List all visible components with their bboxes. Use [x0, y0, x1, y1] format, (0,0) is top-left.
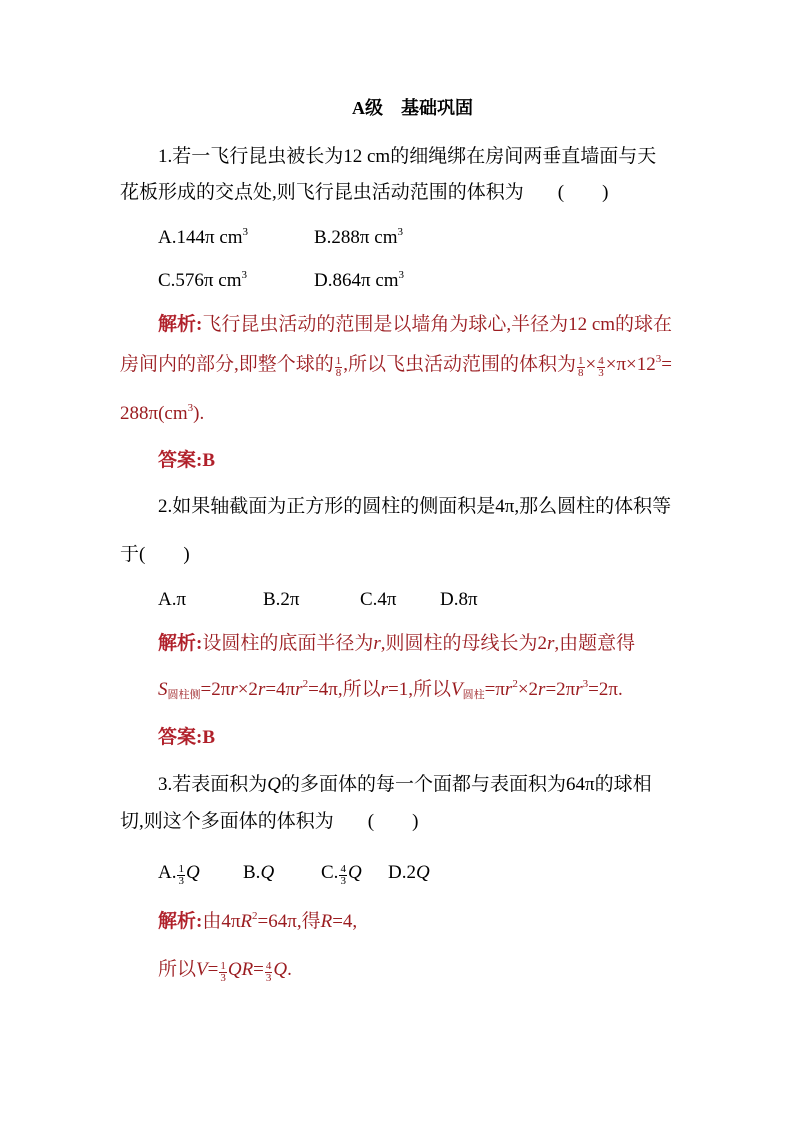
text-run: 切,则这个多面体的体积为	[120, 811, 334, 832]
text-run: =4π	[265, 679, 296, 700]
question-1-option-b	[314, 226, 403, 250]
text-run: 花板形成的交点处,则飞行昆虫活动范围的体积为	[120, 182, 524, 203]
text-run: 1.若一飞行昆虫被长为12 cm的细绳绑在房间两垂直墙面与天	[158, 146, 657, 167]
question-1-analysis-line-3	[120, 402, 204, 426]
text-run: =4,	[332, 911, 358, 932]
question-1-stem-line-1	[158, 145, 656, 169]
text-run: ,由题意得	[554, 633, 636, 654]
analysis-label: 解析:	[158, 633, 203, 654]
answer-bracket: ( )	[367, 811, 419, 832]
fraction-denominator: 3	[598, 367, 604, 379]
text-run: D.8π	[440, 589, 478, 610]
math-variable: r	[230, 679, 238, 700]
text-run: B.288π cm	[314, 227, 398, 248]
text-run: =	[661, 354, 672, 375]
superscript: 3	[398, 269, 405, 281]
fraction	[177, 864, 185, 887]
text-run: C.4π	[360, 589, 397, 610]
text-run: 的多面体的每一个面都与表面积为64π的球相	[281, 774, 652, 795]
math-variable: Q	[185, 862, 200, 883]
question-3-analysis-line-1	[158, 910, 357, 934]
question-3-analysis-line-2	[158, 958, 292, 982]
fraction-numerator: 4	[265, 960, 272, 972]
text-run: B.2π	[263, 589, 300, 610]
question-1-option-a	[158, 226, 248, 250]
math-variable: r	[504, 679, 513, 700]
math-variable: r	[380, 679, 389, 700]
math-variable: Q	[267, 774, 281, 795]
text-run: C.	[321, 862, 339, 883]
superscript: 3	[187, 402, 194, 414]
text-run: =2π.	[588, 679, 623, 700]
fraction-denominator: 3	[340, 875, 346, 887]
text-run: A.π	[158, 589, 187, 610]
text-run: A.144π cm	[158, 227, 243, 248]
text-run: =π	[484, 679, 505, 700]
text-run: ).	[193, 403, 205, 424]
fraction-denominator: 3	[178, 875, 184, 887]
question-1-analysis-line-1	[158, 313, 672, 337]
text-run: =	[253, 959, 264, 980]
fraction	[265, 961, 273, 984]
question-2-option-c	[360, 588, 397, 612]
text-run: 所以	[158, 959, 197, 980]
text-run: 房间内的部分,即整个球的	[120, 354, 334, 375]
analysis-label: 解析:	[158, 314, 203, 335]
fraction-numerator: 4	[340, 863, 346, 875]
superscript: 2	[302, 678, 309, 690]
text-run: =2π	[545, 679, 576, 700]
math-variable: R	[320, 911, 333, 932]
fraction	[597, 356, 605, 379]
question-3-option-d	[388, 861, 430, 885]
math-variable: Q	[415, 862, 430, 883]
fraction-numerator: 4	[598, 355, 604, 367]
math-variable: QR	[227, 959, 254, 980]
math-variable: r	[295, 679, 303, 700]
question-2-analysis-line-2	[158, 678, 623, 702]
text-run: 由4π	[202, 911, 241, 932]
superscript: 3	[582, 678, 589, 690]
superscript: 3	[241, 269, 247, 281]
text-run: ,则圆柱的母线长为2	[380, 633, 548, 654]
question-3-option-a	[158, 861, 200, 885]
fraction-numerator: 1	[178, 863, 184, 875]
text-run: 288π(cm	[120, 403, 188, 424]
text-run: D.2	[388, 862, 416, 883]
text-run: 飞行昆虫活动的范围是以墙角为球心,半径为12 cm的球在	[202, 314, 673, 335]
answer-bracket: ( )	[557, 182, 609, 203]
analysis-label: 解析:	[158, 911, 203, 932]
question-1-stem-line-2	[120, 181, 608, 205]
subscript: 圆柱侧	[167, 689, 201, 701]
math-variable: V	[451, 679, 463, 700]
question-3-stem-line-1	[158, 773, 652, 797]
question-1-option-d	[314, 269, 404, 293]
math-variable: R	[240, 911, 253, 932]
question-2-option-a	[158, 588, 186, 612]
question-2-option-b	[263, 588, 300, 612]
superscript: 3	[397, 226, 403, 238]
text-run: =	[207, 959, 219, 980]
text-run: =2π	[200, 679, 231, 700]
text-run: ,所以飞虫活动范围的体积为	[343, 354, 577, 375]
fraction	[339, 864, 347, 887]
fraction-denominator: 8	[335, 367, 342, 379]
math-variable: Q	[347, 862, 362, 883]
text-run: ×2	[237, 679, 258, 700]
question-2-answer: 答案:B	[158, 727, 216, 748]
question-2-stem-line-1	[158, 495, 671, 519]
text-run: =4π,所以	[308, 679, 381, 700]
question-1-answer: 答案:B	[158, 450, 216, 471]
math-variable: Q	[273, 959, 288, 980]
math-variable: r	[575, 679, 583, 700]
question-3-stem-line-2	[120, 810, 418, 834]
question-3-option-b	[243, 861, 274, 885]
fraction	[577, 356, 585, 379]
math-variable: r	[538, 679, 546, 700]
math-variable: Q	[260, 862, 275, 883]
question-1-option-c	[158, 269, 247, 293]
text-run: 设圆柱的底面半径为	[202, 633, 374, 654]
text-run: =1,所以	[388, 679, 451, 700]
fraction-numerator: 1	[220, 960, 226, 972]
question-2-analysis-line-1	[158, 632, 635, 656]
fraction-denominator: 8	[578, 367, 584, 379]
fraction	[335, 356, 343, 379]
question-2-stem-line-2	[120, 543, 190, 567]
fraction	[219, 961, 227, 984]
text-run: A.	[158, 862, 177, 883]
text-run: C.576π cm	[158, 270, 242, 291]
text-run: ×2	[517, 679, 539, 700]
text-run: 于( )	[120, 544, 190, 565]
math-variable: r	[257, 679, 266, 700]
math-variable: r	[547, 633, 555, 654]
fraction-denominator: 3	[220, 972, 226, 984]
math-variable: r	[373, 633, 381, 654]
subscript: 圆柱	[462, 689, 485, 701]
math-variable: S	[158, 679, 168, 700]
question-1-analysis-line-2	[120, 353, 672, 377]
fraction-denominator: 3	[265, 972, 272, 984]
question-3-option-c	[321, 861, 362, 885]
superscript: 2	[252, 910, 258, 922]
section-title: A级 基础巩固	[352, 98, 473, 118]
text-run: D.864π cm	[314, 270, 399, 291]
text-run: ×π×12	[605, 354, 656, 375]
math-variable: V	[196, 959, 208, 980]
text-run: 3.若表面积为	[158, 774, 268, 795]
text-run: 2.如果轴截面为正方形的圆柱的侧面积是4π,那么圆柱的体积等	[158, 496, 672, 517]
superscript: 3	[655, 353, 662, 365]
text-run: =64π,得	[257, 911, 321, 932]
text-run: B.	[243, 862, 261, 883]
fraction-numerator: 1	[578, 355, 584, 367]
fraction-numerator: 1	[335, 355, 342, 367]
superscript: 2	[512, 678, 518, 690]
superscript: 3	[242, 226, 249, 238]
text-run: .	[287, 959, 292, 980]
text-run: ×	[585, 354, 597, 375]
question-2-option-d	[440, 588, 478, 612]
